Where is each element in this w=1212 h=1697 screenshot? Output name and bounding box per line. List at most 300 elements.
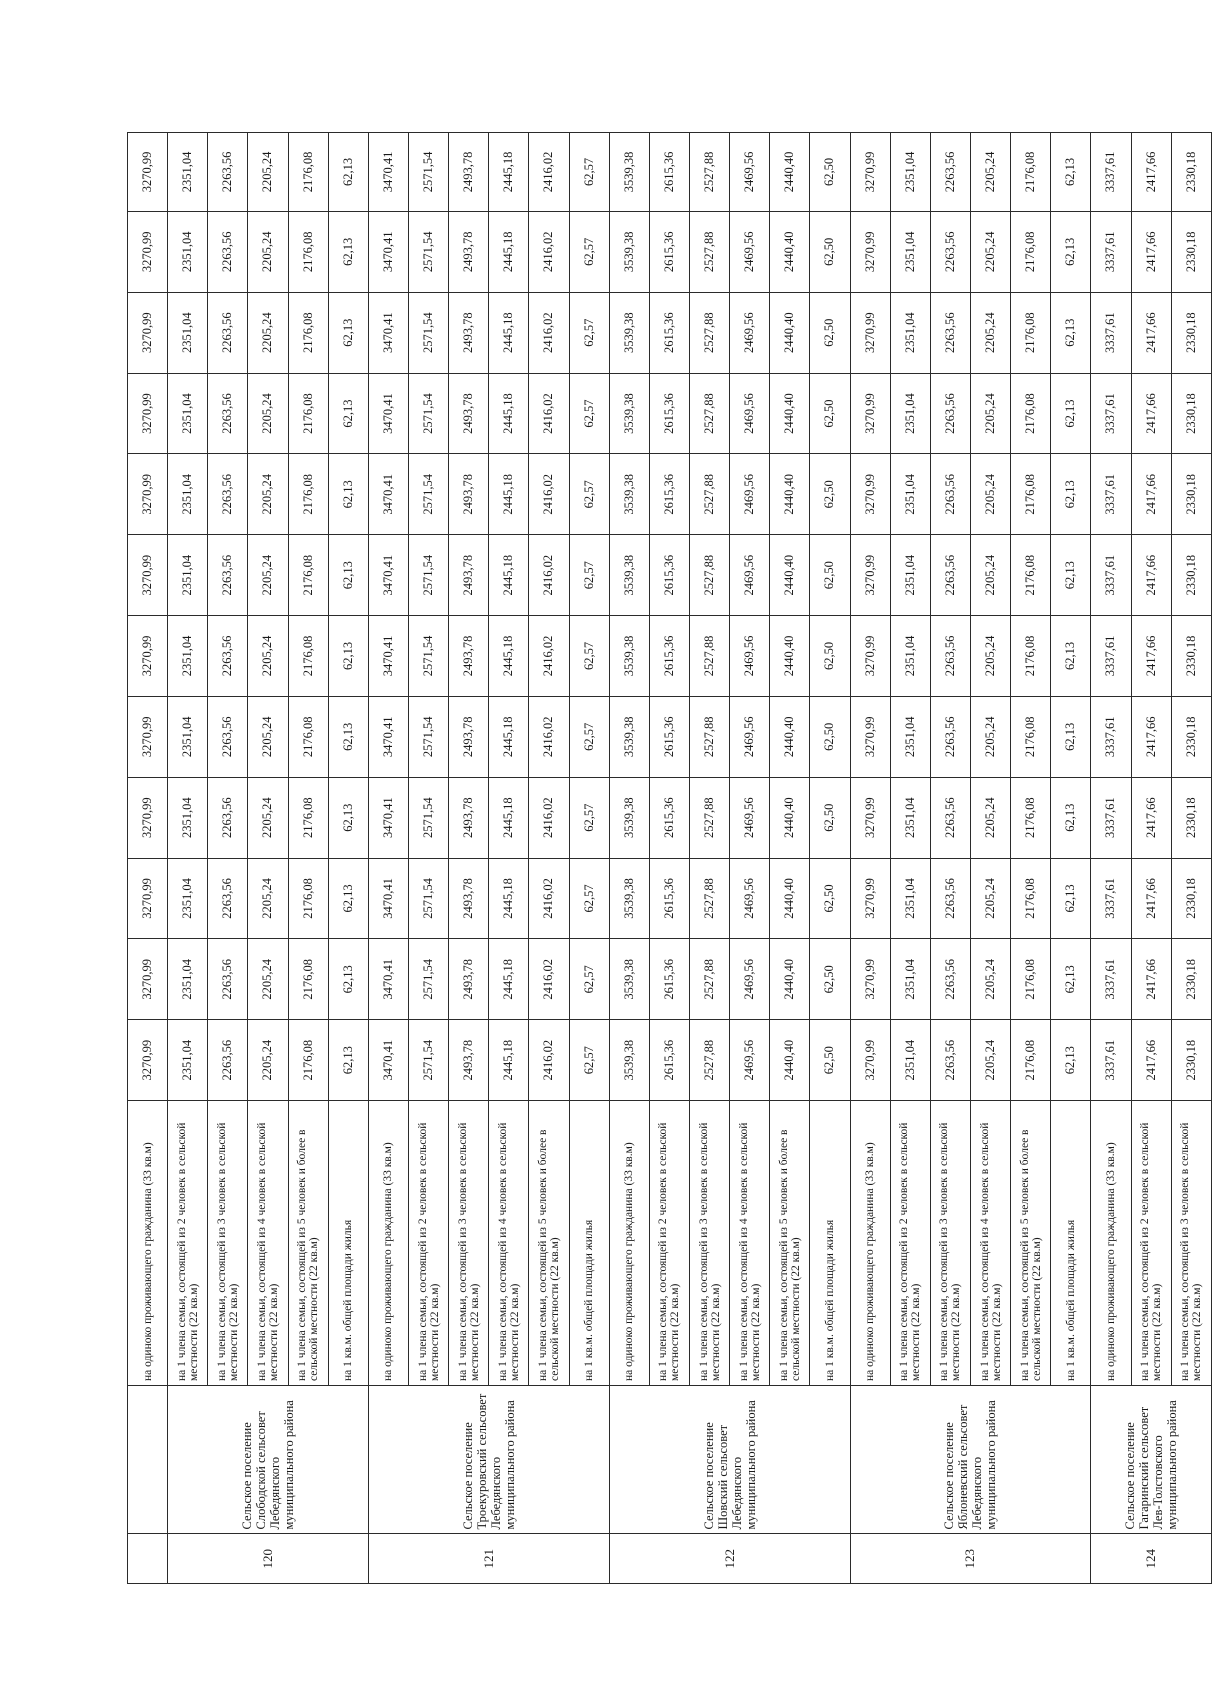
value-cell: 3270,99 (850, 292, 890, 373)
table-row (930, 133, 970, 1584)
value-cell: 2263,56 (930, 696, 970, 777)
value-cell: 2445,18 (489, 1020, 529, 1101)
value-cell: 2445,18 (489, 292, 529, 373)
value-cell: 2330,18 (1171, 1020, 1211, 1101)
value-cell: 2176,08 (288, 211, 328, 292)
value-cell: 2263,56 (208, 939, 248, 1020)
table-row (569, 133, 609, 1584)
value-cell: 2416,02 (529, 454, 569, 535)
value-cell: 2440,40 (770, 616, 810, 697)
value-cell: 2469,56 (730, 373, 770, 454)
value-cell: 2417,66 (1131, 133, 1171, 212)
norm-description-cell: на 1 члена семьи, состоящей из 5 человек и более в сельской местности (22 кв.м) (770, 1101, 810, 1386)
value-cell: 2440,40 (770, 454, 810, 535)
value-cell: 2263,56 (930, 939, 970, 1020)
value-cell: 2263,56 (930, 1020, 970, 1101)
value-cell: 2615,36 (649, 535, 689, 616)
value-cell: 2176,08 (288, 454, 328, 535)
value-cell: 3470,41 (368, 373, 408, 454)
value-cell: 2571,54 (408, 373, 448, 454)
value-cell: 62,57 (569, 292, 609, 373)
table-row (208, 133, 248, 1584)
table-row (609, 133, 649, 1584)
row-number-cell: 123 (850, 1534, 1091, 1584)
value-cell: 2351,04 (890, 696, 930, 777)
value-cell: 2205,24 (970, 373, 1010, 454)
norm-description-cell: на одиноко проживающего гражданина (33 кв.м) (128, 1101, 168, 1386)
table-row (408, 133, 448, 1584)
table-row (970, 133, 1010, 1584)
value-cell: 3337,61 (1091, 211, 1131, 292)
value-cell: 2527,88 (689, 858, 729, 939)
value-cell: 2445,18 (489, 535, 529, 616)
settlement-name-cell: Сельское поселение Шовский сельсовет Лебедянского муниципального района (609, 1385, 850, 1534)
value-cell: 62,57 (569, 535, 609, 616)
value-cell: 3270,99 (128, 373, 168, 454)
value-cell: 2417,66 (1131, 292, 1171, 373)
table-row (128, 133, 168, 1584)
value-cell: 2330,18 (1171, 858, 1211, 939)
row-number-cell: 121 (368, 1534, 609, 1584)
norm-description-cell: на 1 члена семьи, состоящей из 3 человек в сельской местности (22 кв.м) (449, 1101, 489, 1386)
table-row (689, 133, 729, 1584)
value-cell: 3270,99 (850, 373, 890, 454)
value-cell: 2330,18 (1171, 696, 1211, 777)
value-cell: 2351,04 (890, 373, 930, 454)
norm-description-cell: на 1 члена семьи, состоящей из 4 человек в сельской местности (22 кв.м) (730, 1101, 770, 1386)
value-cell: 62,13 (1051, 939, 1091, 1020)
norm-description-cell: на 1 члена семьи, состоящей из 5 человек и более в сельской местности (22 кв.м) (529, 1101, 569, 1386)
value-cell: 2615,36 (649, 777, 689, 858)
value-cell: 2176,08 (288, 777, 328, 858)
value-cell: 3337,61 (1091, 858, 1131, 939)
norm-description-cell: на 1 члена семьи, состоящей из 5 человек и более в сельской местности (22 кв.м) (1011, 1101, 1051, 1386)
value-cell: 2351,04 (890, 858, 930, 939)
value-cell: 3270,99 (128, 858, 168, 939)
value-cell: 2469,56 (730, 292, 770, 373)
value-cell: 3270,99 (128, 292, 168, 373)
value-cell: 2615,36 (649, 696, 689, 777)
value-cell: 2469,56 (730, 858, 770, 939)
value-cell: 3337,61 (1091, 777, 1131, 858)
value-cell: 2205,24 (248, 292, 288, 373)
value-cell: 2445,18 (489, 939, 529, 1020)
value-cell: 2416,02 (529, 1020, 569, 1101)
norm-description-cell: на 1 члена семьи, состоящей из 3 человек в сельской местности (22 кв.м) (930, 1101, 970, 1386)
table-row (248, 133, 288, 1584)
value-cell: 2615,36 (649, 211, 689, 292)
value-cell: 62,13 (1051, 211, 1091, 292)
norm-description-cell: на 1 члена семьи, состоящей из 5 человек и более в сельской местности (22 кв.м) (288, 1101, 328, 1386)
value-cell: 2417,66 (1131, 858, 1171, 939)
value-cell: 2440,40 (770, 1020, 810, 1101)
value-cell: 2440,40 (770, 292, 810, 373)
value-cell: 62,50 (810, 292, 850, 373)
value-cell: 62,13 (1051, 292, 1091, 373)
value-cell: 2330,18 (1171, 454, 1211, 535)
value-cell: 2469,56 (730, 777, 770, 858)
value-cell: 2615,36 (649, 858, 689, 939)
value-cell: 2445,18 (489, 777, 529, 858)
value-cell: 3270,99 (128, 777, 168, 858)
value-cell: 62,13 (328, 777, 368, 858)
value-cell: 2351,04 (168, 616, 208, 697)
value-cell: 3270,99 (128, 454, 168, 535)
value-cell: 2571,54 (408, 696, 448, 777)
value-cell: 62,13 (1051, 454, 1091, 535)
value-cell: 2416,02 (529, 292, 569, 373)
norm-description-cell: на 1 кв.м. общей площади жилья (569, 1101, 609, 1386)
settlement-name-cell: Сельское поселение Слободской сельсовет Лебедянского муниципального района (168, 1385, 369, 1534)
value-cell: 3270,99 (128, 939, 168, 1020)
value-cell: 2527,88 (689, 211, 729, 292)
value-cell: 62,57 (569, 373, 609, 454)
value-cell: 2527,88 (689, 535, 729, 616)
value-cell: 62,57 (569, 133, 609, 212)
table-row (649, 133, 689, 1584)
value-cell: 62,50 (810, 133, 850, 212)
value-cell: 3470,41 (368, 777, 408, 858)
norm-description-cell: на 1 кв.м. общей площади жилья (810, 1101, 850, 1386)
value-cell: 62,50 (810, 1020, 850, 1101)
value-cell: 2205,24 (970, 133, 1010, 212)
value-cell: 2205,24 (248, 454, 288, 535)
norm-description-cell: на одиноко проживающего гражданина (33 кв.м) (609, 1101, 649, 1386)
value-cell: 62,13 (1051, 535, 1091, 616)
value-cell: 2263,56 (208, 292, 248, 373)
table-row (368, 133, 408, 1584)
value-cell: 3270,99 (850, 535, 890, 616)
value-cell: 2351,04 (168, 292, 208, 373)
value-cell: 2351,04 (168, 1020, 208, 1101)
value-cell: 2493,78 (449, 211, 489, 292)
value-cell: 2527,88 (689, 292, 729, 373)
value-cell: 62,13 (328, 454, 368, 535)
value-cell: 2205,24 (248, 939, 288, 1020)
value-cell: 2176,08 (1011, 292, 1051, 373)
value-cell: 2615,36 (649, 939, 689, 1020)
value-cell: 2527,88 (689, 939, 729, 1020)
value-cell: 2176,08 (288, 1020, 328, 1101)
value-cell: 3270,99 (850, 133, 890, 212)
value-cell: 2469,56 (730, 939, 770, 1020)
value-cell: 2176,08 (1011, 939, 1051, 1020)
value-cell: 2493,78 (449, 616, 489, 697)
value-cell: 2615,36 (649, 1020, 689, 1101)
value-cell: 2205,24 (970, 1020, 1010, 1101)
value-cell: 2205,24 (970, 696, 1010, 777)
value-cell: 62,50 (810, 211, 850, 292)
value-cell: 2351,04 (168, 777, 208, 858)
value-cell: 2263,56 (930, 211, 970, 292)
value-cell: 2351,04 (890, 535, 930, 616)
value-cell: 62,57 (569, 1020, 609, 1101)
value-cell: 3270,99 (850, 777, 890, 858)
value-cell: 2330,18 (1171, 535, 1211, 616)
value-cell: 2176,08 (1011, 696, 1051, 777)
value-cell: 3539,38 (609, 939, 649, 1020)
value-cell: 3539,38 (609, 133, 649, 212)
value-cell: 2571,54 (408, 454, 448, 535)
value-cell: 2263,56 (208, 696, 248, 777)
value-cell: 3270,99 (850, 858, 890, 939)
norm-description-cell: на 1 члена семьи, состоящей из 2 человек в сельской местности (22 кв.м) (408, 1101, 448, 1386)
value-cell: 62,13 (328, 696, 368, 777)
norm-description-cell: на 1 члена семьи, состоящей из 3 человек в сельской местности (22 кв.м) (689, 1101, 729, 1386)
value-cell: 62,13 (328, 211, 368, 292)
value-cell: 2445,18 (489, 454, 529, 535)
row-number-cell: 122 (609, 1534, 850, 1584)
value-cell: 2615,36 (649, 616, 689, 697)
value-cell: 2493,78 (449, 454, 489, 535)
value-cell: 2571,54 (408, 858, 448, 939)
value-cell: 2263,56 (930, 535, 970, 616)
value-cell: 2469,56 (730, 454, 770, 535)
value-cell: 2571,54 (408, 1020, 448, 1101)
value-cell: 3270,99 (850, 454, 890, 535)
value-cell: 2493,78 (449, 1020, 489, 1101)
value-cell: 2205,24 (970, 858, 1010, 939)
norm-description-cell: на одиноко проживающего гражданина (33 кв.м) (1091, 1101, 1131, 1386)
value-cell: 62,50 (810, 858, 850, 939)
value-cell: 3470,41 (368, 211, 408, 292)
value-cell: 62,13 (1051, 696, 1091, 777)
norm-description-cell: на одиноко проживающего гражданина (33 кв.м) (850, 1101, 890, 1386)
value-cell: 62,50 (810, 696, 850, 777)
value-cell: 2176,08 (288, 696, 328, 777)
value-cell: 3539,38 (609, 696, 649, 777)
value-cell: 62,50 (810, 777, 850, 858)
value-cell: 3470,41 (368, 292, 408, 373)
value-cell: 2445,18 (489, 133, 529, 212)
value-cell: 2330,18 (1171, 133, 1211, 212)
value-cell: 2205,24 (248, 616, 288, 697)
value-cell: 2416,02 (529, 696, 569, 777)
norm-description-cell: на 1 члена семьи, состоящей из 4 человек в сельской местности (22 кв.м) (248, 1101, 288, 1386)
value-cell: 3539,38 (609, 858, 649, 939)
value-cell: 2493,78 (449, 696, 489, 777)
table-row (1011, 133, 1051, 1584)
value-cell: 62,13 (1051, 1020, 1091, 1101)
value-cell: 3470,41 (368, 696, 408, 777)
value-cell: 2263,56 (208, 373, 248, 454)
value-cell: 2263,56 (208, 454, 248, 535)
value-cell: 62,57 (569, 858, 609, 939)
table-row (529, 133, 569, 1584)
value-cell: 2205,24 (970, 777, 1010, 858)
value-cell: 62,13 (328, 133, 368, 212)
value-cell: 3337,61 (1091, 292, 1131, 373)
value-cell: 2416,02 (529, 858, 569, 939)
value-cell: 2416,02 (529, 616, 569, 697)
value-cell: 3270,99 (850, 696, 890, 777)
value-cell: 62,13 (328, 616, 368, 697)
value-cell: 2493,78 (449, 292, 489, 373)
value-cell: 2615,36 (649, 454, 689, 535)
value-cell: 2263,56 (208, 777, 248, 858)
value-cell: 2263,56 (208, 535, 248, 616)
value-cell: 2351,04 (168, 373, 208, 454)
value-cell: 3470,41 (368, 616, 408, 697)
value-cell: 2205,24 (248, 373, 288, 454)
value-cell: 2571,54 (408, 292, 448, 373)
value-cell: 3270,99 (128, 696, 168, 777)
value-cell: 62,13 (328, 939, 368, 1020)
value-cell: 3539,38 (609, 777, 649, 858)
norm-description-cell: на 1 члена семьи, состоящей из 2 человек в сельской местности (22 кв.м) (168, 1101, 208, 1386)
value-cell: 2263,56 (930, 858, 970, 939)
norm-description-cell: на 1 члена семьи, состоящей из 4 человек в сельской местности (22 кв.м) (970, 1101, 1010, 1386)
value-cell: 2351,04 (890, 1020, 930, 1101)
value-cell: 2176,08 (1011, 1020, 1051, 1101)
value-cell: 2205,24 (248, 1020, 288, 1101)
value-cell: 62,57 (569, 616, 609, 697)
value-cell: 3337,61 (1091, 1020, 1131, 1101)
value-cell: 2176,08 (1011, 777, 1051, 858)
table-row (770, 133, 810, 1584)
value-cell: 2416,02 (529, 373, 569, 454)
value-cell: 3270,99 (128, 616, 168, 697)
value-cell: 2263,56 (208, 1020, 248, 1101)
value-cell: 2527,88 (689, 1020, 729, 1101)
table-row (168, 133, 208, 1584)
value-cell: 62,57 (569, 696, 609, 777)
value-cell: 2417,66 (1131, 535, 1171, 616)
value-cell: 2440,40 (770, 373, 810, 454)
value-cell: 3337,61 (1091, 133, 1131, 212)
value-cell: 2445,18 (489, 616, 529, 697)
table-row (328, 133, 368, 1584)
value-cell: 2263,56 (930, 777, 970, 858)
value-cell: 3539,38 (609, 1020, 649, 1101)
value-cell: 2493,78 (449, 535, 489, 616)
table-row (810, 133, 850, 1584)
value-cell: 2417,66 (1131, 777, 1171, 858)
value-cell: 62,13 (328, 1020, 368, 1101)
value-cell: 2527,88 (689, 616, 729, 697)
value-cell: 2571,54 (408, 939, 448, 1020)
value-cell: 3539,38 (609, 535, 649, 616)
norm-description-cell: на 1 члена семьи, состоящей из 3 человек в сельской местности (22 кв.м) (1171, 1101, 1211, 1386)
value-cell: 2263,56 (930, 133, 970, 212)
value-cell: 3337,61 (1091, 454, 1131, 535)
value-cell: 3270,99 (128, 535, 168, 616)
row-number-cell: 124 (1091, 1534, 1212, 1584)
value-cell: 62,50 (810, 454, 850, 535)
value-cell: 2440,40 (770, 211, 810, 292)
value-cell: 2351,04 (168, 696, 208, 777)
value-cell: 2493,78 (449, 373, 489, 454)
value-cell: 2205,24 (970, 616, 1010, 697)
table-row (730, 133, 770, 1584)
value-cell: 62,50 (810, 535, 850, 616)
value-cell: 3270,99 (128, 133, 168, 212)
value-cell: 2176,08 (1011, 535, 1051, 616)
value-cell: 2176,08 (288, 616, 328, 697)
value-cell: 2493,78 (449, 858, 489, 939)
value-cell: 2351,04 (168, 939, 208, 1020)
value-cell: 62,13 (1051, 133, 1091, 212)
value-cell: 2351,04 (168, 535, 208, 616)
value-cell: 2205,24 (970, 535, 1010, 616)
value-cell: 2351,04 (890, 616, 930, 697)
value-cell: 2351,04 (890, 292, 930, 373)
value-cell: 2263,56 (208, 616, 248, 697)
value-cell: 2417,66 (1131, 454, 1171, 535)
value-cell: 62,57 (569, 211, 609, 292)
value-cell: 2176,08 (288, 373, 328, 454)
value-cell: 2527,88 (689, 133, 729, 212)
value-cell: 2330,18 (1171, 616, 1211, 697)
value-cell: 3470,41 (368, 454, 408, 535)
value-cell: 2445,18 (489, 858, 529, 939)
value-cell: 62,13 (1051, 858, 1091, 939)
value-cell: 2176,08 (288, 858, 328, 939)
value-cell: 2527,88 (689, 454, 729, 535)
value-cell: 62,57 (569, 939, 609, 1020)
table-row (1131, 133, 1171, 1584)
value-cell: 3470,41 (368, 939, 408, 1020)
value-cell: 2176,08 (288, 939, 328, 1020)
value-cell: 3337,61 (1091, 535, 1131, 616)
value-cell: 2440,40 (770, 133, 810, 212)
value-cell: 2527,88 (689, 373, 729, 454)
value-cell: 2445,18 (489, 696, 529, 777)
value-cell: 2205,24 (248, 211, 288, 292)
value-cell: 3539,38 (609, 211, 649, 292)
value-cell: 2205,24 (970, 454, 1010, 535)
value-cell: 2176,08 (288, 133, 328, 212)
value-cell: 2445,18 (489, 211, 529, 292)
row-number-cell: 120 (168, 1534, 369, 1584)
value-cell: 3337,61 (1091, 616, 1131, 697)
value-cell: 2330,18 (1171, 211, 1211, 292)
value-cell: 2469,56 (730, 211, 770, 292)
value-cell: 2440,40 (770, 858, 810, 939)
value-cell: 3539,38 (609, 292, 649, 373)
value-cell: 2263,56 (930, 616, 970, 697)
value-cell: 3539,38 (609, 373, 649, 454)
value-cell: 2493,78 (449, 777, 489, 858)
value-cell: 3470,41 (368, 133, 408, 212)
value-cell: 2416,02 (529, 211, 569, 292)
value-cell: 2176,08 (1011, 616, 1051, 697)
value-cell: 2176,08 (1011, 454, 1051, 535)
value-cell: 2615,36 (649, 292, 689, 373)
value-cell: 2440,40 (770, 939, 810, 1020)
value-cell: 2440,40 (770, 535, 810, 616)
norm-description-cell: на 1 члена семьи, состоящей из 2 человек в сельской местности (22 кв.м) (649, 1101, 689, 1386)
value-cell: 2527,88 (689, 777, 729, 858)
table-row (288, 133, 328, 1584)
value-cell: 3337,61 (1091, 373, 1131, 454)
value-cell: 3270,99 (850, 211, 890, 292)
value-cell: 2417,66 (1131, 939, 1171, 1020)
value-cell: 2417,66 (1131, 373, 1171, 454)
value-cell: 2615,36 (649, 133, 689, 212)
value-cell: 2469,56 (730, 133, 770, 212)
value-cell: 2615,36 (649, 373, 689, 454)
table-row (850, 133, 890, 1584)
value-cell: 2416,02 (529, 777, 569, 858)
norm-description-cell: на 1 кв.м. общей площади жилья (1051, 1101, 1091, 1386)
value-cell: 2351,04 (168, 454, 208, 535)
value-cell: 2205,24 (970, 292, 1010, 373)
value-cell: 2351,04 (890, 777, 930, 858)
value-cell: 2330,18 (1171, 373, 1211, 454)
value-cell: 3539,38 (609, 454, 649, 535)
value-cell: 2176,08 (1011, 373, 1051, 454)
